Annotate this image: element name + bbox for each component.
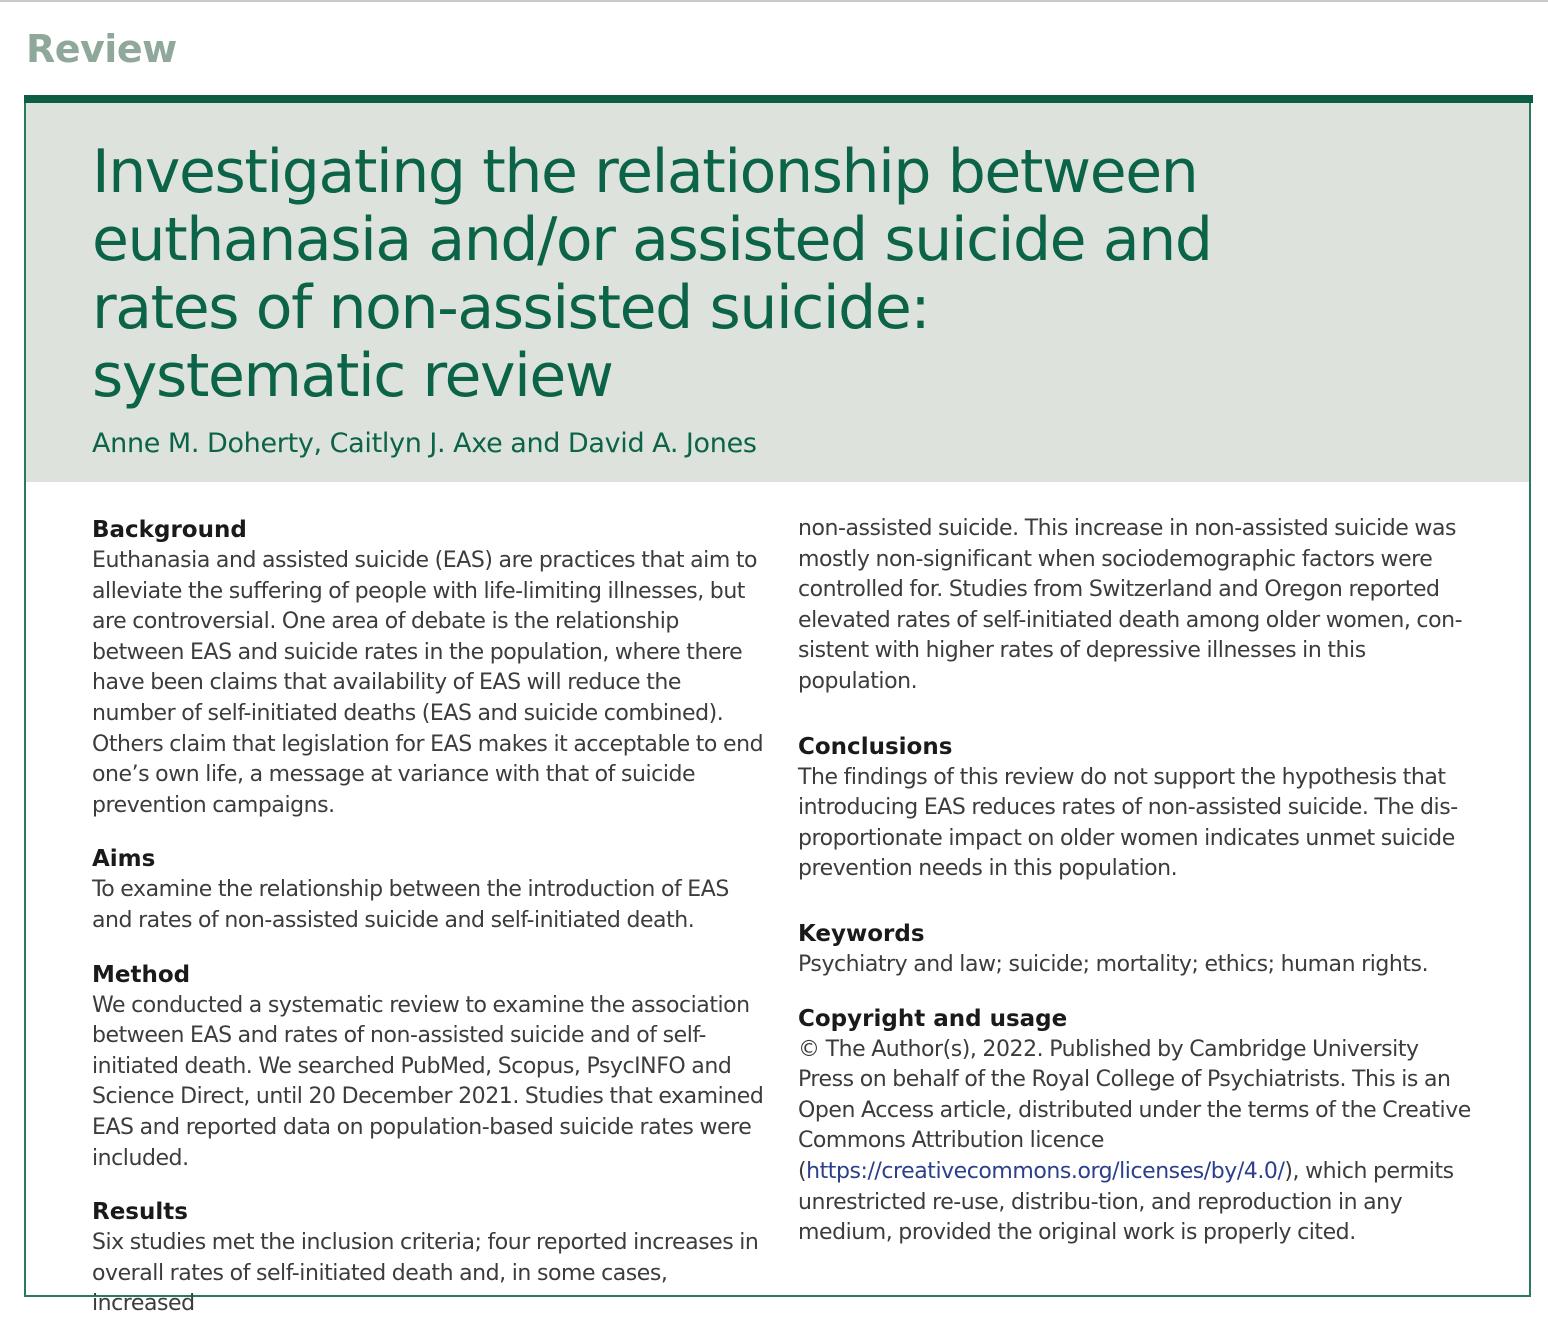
- aims-heading: Aims: [92, 846, 156, 873]
- abstract-right-column: [798, 514, 1474, 1249]
- copyright-heading: Copyright and usage: [798, 1005, 1068, 1032]
- copyright-text-after: ), which permits unrestricted re-use, distribu-tion, and reproduction in any medium, provided the original work is properly cited.: [798, 1158, 1454, 1246]
- keywords-text: Psychiatry and law; suicide; mortality; ethics; human rights.: [798, 951, 1429, 977]
- aims-text: To examine the relationship between the introduction of EAS and rates of non-assisted suicide and self-initiated death.: [92, 877, 729, 933]
- method-heading: Method: [92, 961, 191, 988]
- copyright-text: [798, 1035, 1474, 1249]
- licence-link[interactable]: https://creativecommons.org/licenses/by/4.0/: [806, 1158, 1285, 1184]
- conclusions-text: The findings of this review do not support the hypothesis that introducing EAS reduces rates of non-assisted suicide. The dis-proportionate impact on older women indicates unmet suicide prevention needs in this population.: [798, 764, 1458, 882]
- abstract-left-column: [92, 514, 764, 1320]
- background-text: Euthanasia and assisted suicide (EAS) are practices that aim to alleviate the suffering of people with life-limiting illnesses, but are controversial. One area of debate is the relationship between EAS and suicide rates in the population, where there have been claims that availability of EAS will reduce the number of self-initiated deaths (EAS and suicide combined). Others claim that legislation for EAS makes it acceptable to end one’s own life, a message at variance with that of suicide prevention campaigns.: [92, 548, 764, 818]
- top-divider: [0, 0, 1548, 2]
- results-heading: Results: [92, 1199, 188, 1226]
- section-label: Review: [26, 27, 177, 71]
- background-heading: Background: [92, 517, 247, 543]
- results-text-part2: non-assisted suicide. This increase in non-assisted suicide was mostly non-significant when sociodemographic factors were controlled for. Studies from Switzerland and Oregon reported elevated rates of self-initiated death among older women, con-sistent with higher rates of depressive illnesses in this population.: [798, 516, 1463, 694]
- keywords-heading: Keywords: [798, 920, 925, 947]
- method-text: We conducted a systematic review to examine the association between EAS and rates of non-assisted suicide and of self-initiated death. We searched PubMed, Scopus, PsycINFO and Science Direct, until 20 December 2021. Studies that examined EAS and reported data on population-based suicide rates were included.: [92, 992, 764, 1171]
- article-authors: Anne M. Doherty, Caitlyn J. Axe and David A. Jones: [92, 428, 757, 459]
- article-title: Investigating the relationship between euthanasia and/or assisted suicide and rates of non-assisted suicide: systematic review: [92, 137, 1212, 411]
- results-text-part1: Six studies met the inclusion criteria; four reported increases in overall rates of self-initiated death and, in some cases, increased: [92, 1230, 759, 1317]
- copyright-text-before: © The Author(s), 2022. Published by Cambridge University Press on behalf of the Royal College of Psychiatrists. This is an Open Access article, distributed under the terms of the Creative Commons Attribution licence (: [798, 1036, 1471, 1184]
- frame-top-bar: [24, 95, 1533, 103]
- conclusions-heading: Conclusions: [798, 733, 953, 760]
